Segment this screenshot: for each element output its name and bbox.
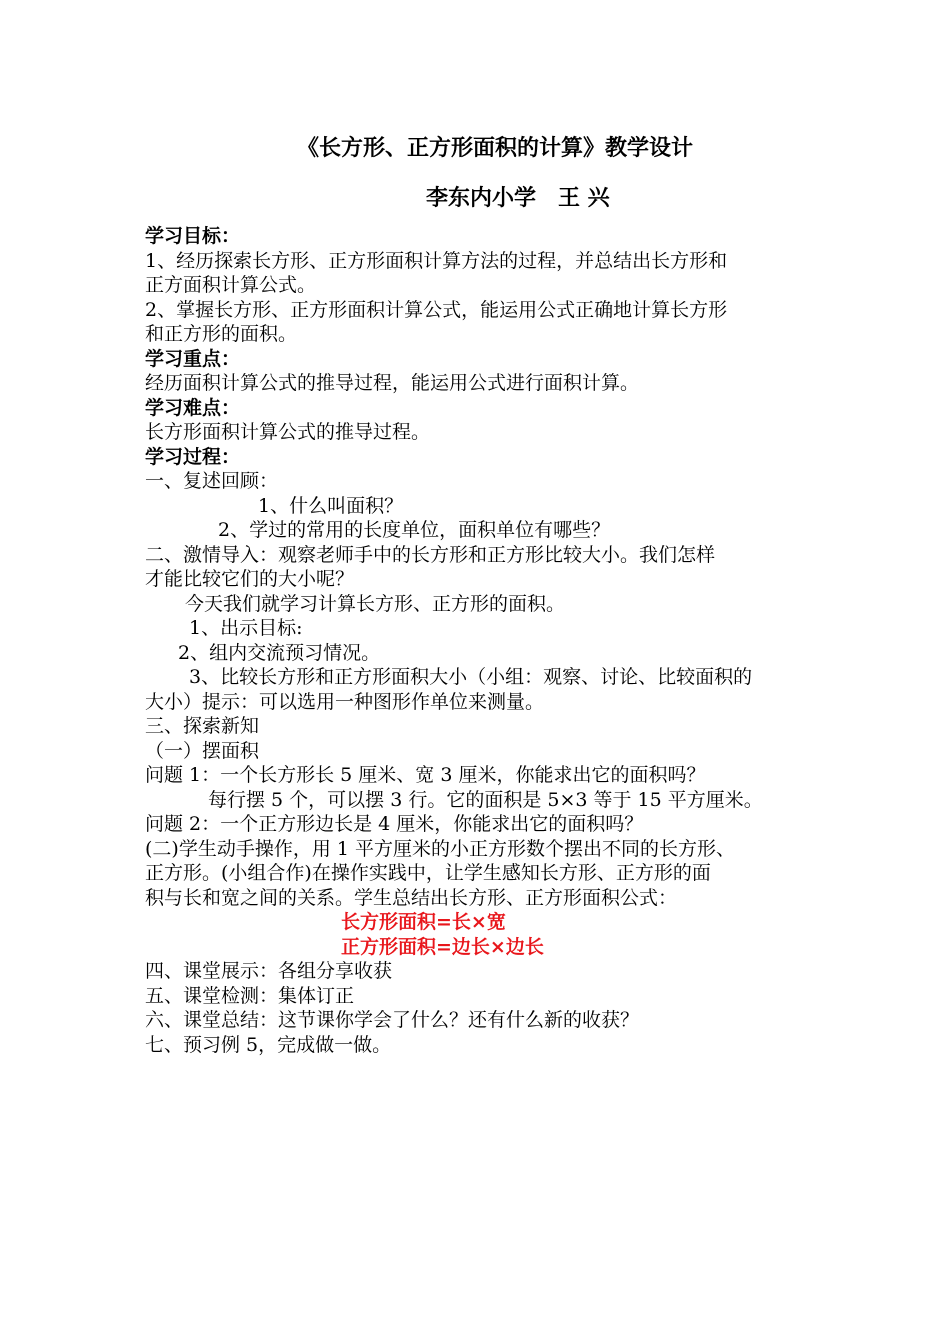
body-line: 每行摆 5 个，可以摆 3 行。它的面积是 5×3 等于 15 平方厘米。 — [208, 788, 763, 811]
body-line: 二、激情导入：观察老师手中的长方形和正方形比较大小。我们怎样 — [145, 543, 716, 566]
body-line: 正方形。(小组合作)在操作实践中，让学生感知长方形、正方形的面 — [145, 862, 711, 884]
body-line: 七、预习例 5，完成做一做。 — [145, 1033, 392, 1056]
body-line: 正方面积计算公式。 — [145, 274, 317, 296]
body-line: 问题 2：一个正方形边长是 4 厘米，你能求出它的面积吗？ — [145, 813, 644, 835]
formula-line: 长方形面积=长×宽 — [341, 911, 506, 933]
body-line: 大小）提示：可以选用一种图形作单位来测量。 — [145, 690, 545, 713]
body-line: 六、课堂总结：这节课你学会了什么？还有什么新的收获？ — [145, 1009, 640, 1031]
body-line: 1、什么叫面积？ — [258, 494, 404, 517]
body-line: 1、经历探索长方形、正方形面积计算方法的过程，并总结出长方形和 — [145, 249, 728, 272]
section-heading: 学习过程： — [145, 445, 241, 468]
body-line: 一、复述回顾： — [145, 470, 279, 492]
body-line: （一）摆面积 — [145, 739, 260, 762]
body-line: 长方形面积计算公式的推导过程。 — [145, 421, 431, 443]
body-line: 三、探索新知 — [145, 715, 260, 737]
document-title: 《长方形、正方形面积的计算》教学设计 — [296, 136, 693, 161]
body-line: 3、比较长方形和正方形面积大小（小组：观察、讨论、比较面积的 — [189, 666, 753, 688]
body-line: 四、课堂展示：各组分享收获 — [145, 960, 393, 982]
body-line: 积与长和宽之间的关系。学生总结出长方形、正方形面积公式： — [145, 886, 678, 909]
body-line: 2、掌握长方形、正方形面积计算公式，能运用公式正确地计算长方形 — [145, 298, 728, 321]
body-line: (二)学生动手操作，用 1 平方厘米的小正方形数个摆出不同的长方形、 — [145, 837, 735, 860]
section-heading: 学习目标： — [145, 225, 241, 247]
body-line: 问题 1：一个长方形长 5 厘米、宽 3 厘米，你能求出它的面积吗？ — [145, 764, 706, 786]
formula-line: 正方形面积=边长×边长 — [341, 935, 544, 958]
body-line: 2、组内交流预习情况。 — [178, 641, 381, 664]
body-line: 今天我们就学习计算长方形、正方形的面积。 — [185, 592, 566, 615]
body-line: 才能比较它们的大小呢？ — [145, 568, 355, 590]
section-heading: 学习难点： — [145, 396, 241, 419]
document-author: 李东内小学 王 兴 — [426, 186, 610, 211]
body-line: 1、出示目标: — [189, 617, 303, 639]
body-line: 五、课堂检测：集体订正 — [145, 984, 355, 1007]
section-heading: 学习重点： — [145, 347, 241, 370]
body-line: 和正方形的面积。 — [145, 323, 298, 345]
body-line: 2、学过的常用的长度单位，面积单位有哪些？ — [218, 519, 611, 541]
body-line: 经历面积计算公式的推导过程，能运用公式进行面积计算。 — [145, 372, 640, 394]
